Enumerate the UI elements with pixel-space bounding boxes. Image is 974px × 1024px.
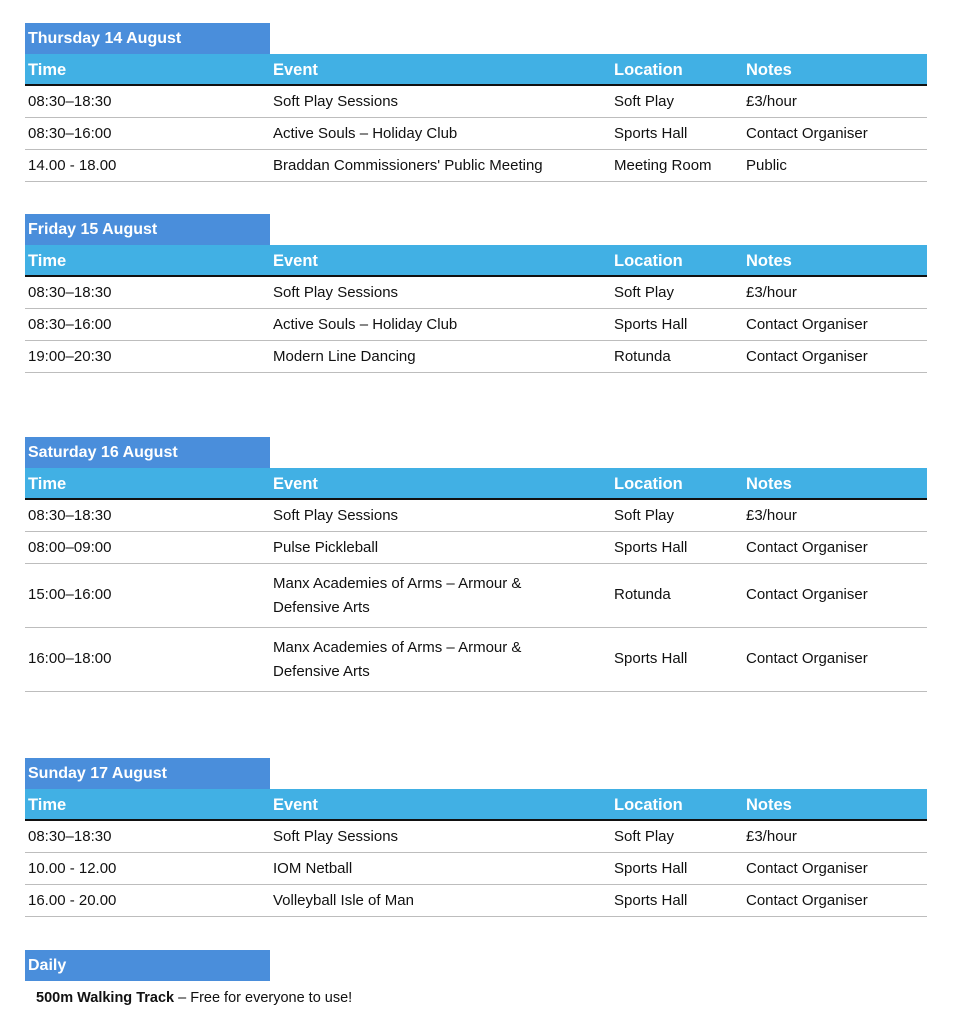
cell-time: 08:30–18:30 bbox=[28, 93, 112, 110]
cell-event: Soft Play Sessions bbox=[273, 284, 399, 301]
cell-event: IOM Netball bbox=[273, 860, 353, 877]
header-location: Location bbox=[614, 796, 683, 814]
cell-notes: Contact Organiser bbox=[746, 539, 868, 556]
table-row bbox=[25, 564, 927, 628]
header-time: Time bbox=[28, 252, 67, 270]
cell-location: Meeting Room bbox=[614, 157, 712, 174]
table-row bbox=[25, 86, 927, 118]
table-row bbox=[25, 277, 927, 309]
day-section-friday bbox=[25, 214, 927, 373]
header-location: Location bbox=[614, 475, 683, 493]
table-row bbox=[25, 118, 927, 150]
day-title: Sunday 17 August bbox=[25, 758, 270, 789]
cell-location: Sports Hall bbox=[614, 316, 688, 333]
day-section-thursday bbox=[25, 23, 927, 182]
daily-note bbox=[36, 988, 352, 1008]
table-row bbox=[25, 341, 927, 373]
cell-notes: £3/hour bbox=[746, 507, 797, 524]
table-header bbox=[25, 468, 927, 500]
header-time: Time bbox=[28, 796, 67, 814]
daily-title: Daily bbox=[25, 950, 270, 981]
cell-event: Manx Academies of Arms – Armour & Defensive Arts bbox=[273, 639, 522, 680]
cell-event: Modern Line Dancing bbox=[273, 348, 416, 365]
cell-event: Active Souls – Holiday Club bbox=[273, 316, 458, 333]
table-row bbox=[25, 150, 927, 182]
cell-location: Soft Play bbox=[614, 507, 675, 524]
header-time: Time bbox=[28, 475, 67, 493]
cell-time: 19:00–20:30 bbox=[28, 348, 112, 365]
cell-event: Active Souls – Holiday Club bbox=[273, 125, 458, 142]
header-event: Event bbox=[273, 61, 318, 79]
header-notes: Notes bbox=[746, 252, 792, 270]
cell-event: Braddan Commissioners' Public Meeting bbox=[273, 157, 543, 174]
table-row bbox=[25, 821, 927, 853]
cell-notes: Contact Organiser bbox=[746, 892, 868, 909]
cell-time: 16.00 - 20.00 bbox=[28, 892, 117, 909]
header-time: Time bbox=[28, 61, 67, 79]
cell-event: Soft Play Sessions bbox=[273, 828, 399, 845]
cell-time: 08:30–18:30 bbox=[28, 828, 112, 845]
cell-notes: Contact Organiser bbox=[746, 125, 868, 142]
table-row bbox=[25, 628, 927, 692]
table-row bbox=[25, 885, 927, 917]
cell-time: 14.00 - 18.00 bbox=[28, 157, 117, 174]
header-notes: Notes bbox=[746, 796, 792, 814]
table-header bbox=[25, 789, 927, 821]
cell-time: 08:30–18:30 bbox=[28, 507, 112, 524]
header-location: Location bbox=[614, 61, 683, 79]
cell-location: Sports Hall bbox=[614, 892, 688, 909]
cell-event: Manx Academies of Arms – Armour & Defensive Arts bbox=[273, 575, 522, 616]
header-notes: Notes bbox=[746, 61, 792, 79]
table-row bbox=[25, 853, 927, 885]
cell-event: Soft Play Sessions bbox=[273, 93, 399, 110]
table-row bbox=[25, 500, 927, 532]
cell-location: Rotunda bbox=[614, 348, 671, 365]
cell-time: 08:30–16:00 bbox=[28, 125, 112, 142]
cell-notes: £3/hour bbox=[746, 93, 797, 110]
cell-notes: £3/hour bbox=[746, 828, 797, 845]
header-event: Event bbox=[273, 475, 318, 493]
table-row bbox=[25, 532, 927, 564]
cell-location: Soft Play bbox=[614, 93, 675, 110]
cell-notes: Contact Organiser bbox=[746, 650, 868, 667]
cell-event: Volleyball Isle of Man bbox=[273, 892, 414, 909]
day-title: Friday 15 August bbox=[25, 214, 270, 245]
day-title: Thursday 14 August bbox=[25, 23, 270, 54]
cell-notes: Contact Organiser bbox=[746, 316, 868, 333]
daily-highlight: 500m Walking Track bbox=[36, 990, 175, 1006]
table-row bbox=[25, 309, 927, 341]
cell-location: Sports Hall bbox=[614, 860, 688, 877]
cell-notes: Contact Organiser bbox=[746, 586, 868, 603]
cell-notes: £3/hour bbox=[746, 284, 797, 301]
cell-time: 08:30–16:00 bbox=[28, 316, 112, 333]
table-header bbox=[25, 54, 927, 86]
cell-location: Sports Hall bbox=[614, 125, 688, 142]
cell-notes: Public bbox=[746, 157, 787, 174]
day-section-sunday bbox=[25, 758, 927, 917]
cell-location: Sports Hall bbox=[614, 539, 688, 556]
cell-time: 16:00–18:00 bbox=[28, 650, 112, 667]
cell-location: Rotunda bbox=[614, 586, 671, 603]
cell-time: 08:00–09:00 bbox=[28, 539, 112, 556]
table-header bbox=[25, 245, 927, 277]
day-title: Saturday 16 August bbox=[25, 437, 270, 468]
cell-time: 08:30–18:30 bbox=[28, 284, 112, 301]
cell-event: Pulse Pickleball bbox=[273, 539, 379, 556]
cell-notes: Contact Organiser bbox=[746, 860, 868, 877]
cell-location: Sports Hall bbox=[614, 650, 688, 667]
cell-time: 10.00 - 12.00 bbox=[28, 860, 117, 877]
header-event: Event bbox=[273, 796, 318, 814]
daily-description: – Free for everyone to use! bbox=[174, 990, 353, 1006]
cell-location: Soft Play bbox=[614, 828, 675, 845]
header-event: Event bbox=[273, 252, 318, 270]
cell-time: 15:00–16:00 bbox=[28, 586, 112, 603]
cell-notes: Contact Organiser bbox=[746, 348, 868, 365]
header-notes: Notes bbox=[746, 475, 792, 493]
header-location: Location bbox=[614, 252, 683, 270]
cell-location: Soft Play bbox=[614, 284, 675, 301]
cell-event: Soft Play Sessions bbox=[273, 507, 399, 524]
day-section-saturday bbox=[25, 437, 927, 692]
